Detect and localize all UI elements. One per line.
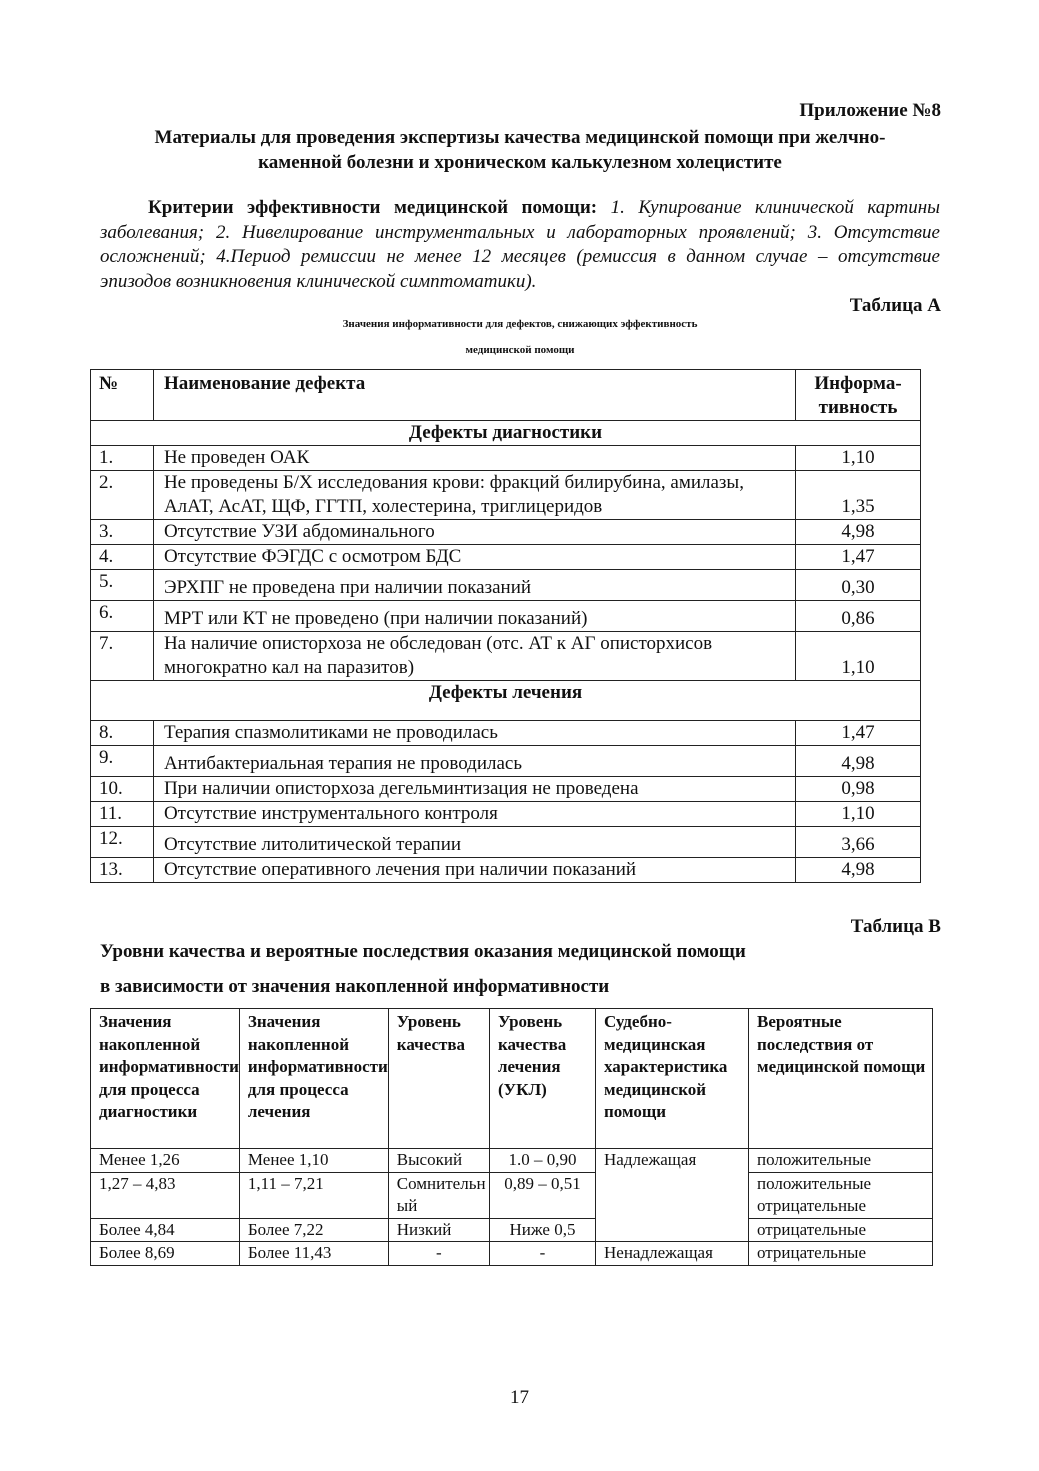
page-number: 17 [510, 1387, 529, 1408]
row-defect: Отсутствие ФЭГДС с осмотром БДС [153, 545, 795, 570]
row-defect: Не проведен ОАК [153, 446, 795, 471]
header-no: № [91, 370, 154, 421]
cell-consequences: отрицательные [749, 1218, 933, 1242]
table-row [91, 1149, 933, 1173]
title-line-2: каменной болезни и хроническом калькулезном холецистите [258, 152, 782, 173]
cell-quality: - [388, 1242, 489, 1266]
header-forensic: Судебно-медицинская характеристика медицинской помощи [596, 1009, 749, 1149]
row-no: 6. [91, 601, 154, 632]
cell-diagnostics: Более 8,69 [91, 1242, 240, 1266]
header-defect-name: Наименование дефекта [153, 370, 795, 421]
cell-treatment: Менее 1,10 [239, 1149, 388, 1173]
row-no: 8. [91, 721, 154, 746]
defects-table [90, 369, 921, 883]
row-defect: Не проведены Б/Х исследования крови: фракций билирубина, амилазы, АлАТ, АсАТ, ЩФ, ГГТП, холестерина, триглицеридов [153, 471, 795, 520]
row-defect: Антибактериальная терапия не проводилась [153, 746, 795, 777]
row-no: 3. [91, 520, 154, 545]
row-defect: Отсутствие оперативного лечения при наличии показаний [153, 858, 795, 883]
table-row [91, 520, 921, 545]
document-title [100, 125, 940, 175]
row-no: 7. [91, 632, 154, 681]
table-row [91, 802, 921, 827]
criteria-paragraph [100, 196, 940, 294]
cell-diagnostics: Менее 1,26 [91, 1149, 240, 1173]
criteria-label: Критерии эффективности медицинской помощи: [148, 197, 598, 218]
row-defect: Отсутствие УЗИ абдоминального [153, 520, 795, 545]
criteria-text: 1. Купирование клинической картины заболевания; 2. Нивелирование инструментальных и лабораторных проявлений; 3. Отсутствие осложнений; 4.Период ремиссии не менее 12 месяцев (ремиссия в данном случае – отсутствие эпизодов возникновения клинической симптоматики). [100, 197, 940, 292]
row-value: 1,35 [796, 471, 921, 520]
cell-ukl: 1.0 – 0,90 [489, 1149, 595, 1173]
row-no: 4. [91, 545, 154, 570]
row-value: 0,98 [796, 777, 921, 802]
table-row [91, 858, 921, 883]
table-row [91, 601, 921, 632]
cell-treatment: 1,11 – 7,21 [239, 1172, 388, 1218]
cell-consequences: положительные [749, 1149, 933, 1173]
row-defect: МРТ или КТ не проведено (при наличии показаний) [153, 601, 795, 632]
row-no: 9. [91, 746, 154, 777]
row-value: 3,66 [796, 827, 921, 858]
quality-levels-table [90, 1008, 933, 1266]
row-no: 12. [91, 827, 154, 858]
cell-forensic: Надлежащая [596, 1149, 749, 1242]
table-row [91, 827, 921, 858]
row-defect: Терапия спазмолитиками не проводилась [153, 721, 795, 746]
table-header-row [91, 1009, 933, 1149]
row-no: 13. [91, 858, 154, 883]
cell-quality: Сомнительный [388, 1172, 489, 1218]
cell-quality: Низкий [388, 1218, 489, 1242]
row-defect: Отсутствие литолитической терапии [153, 827, 795, 858]
row-value: 1,47 [796, 545, 921, 570]
row-value: 1,10 [796, 802, 921, 827]
header-quality-level: Уровень качества [388, 1009, 489, 1149]
table-b-caption-line-2: в зависимости от значения накопленной информативности [100, 976, 610, 997]
row-value: 1,10 [796, 446, 921, 471]
table-row [91, 777, 921, 802]
table-row [91, 1218, 933, 1242]
row-value: 1,47 [796, 721, 921, 746]
row-defect: Отсутствие инструментального контроля [153, 802, 795, 827]
table-b-caption-line-1: Уровни качества и вероятные последствия оказания медицинской помощи [100, 941, 746, 962]
row-value: 0,30 [796, 570, 921, 601]
cell-consequences: положительные отрицательные [749, 1172, 933, 1218]
table-b-label: Таблица В [850, 916, 941, 937]
header-informativeness: Информа-тивность [796, 370, 921, 421]
cell-diagnostics: Более 4,84 [91, 1218, 240, 1242]
cell-ukl: - [489, 1242, 595, 1266]
header-ukl: Уровень качества лечения (УКЛ) [489, 1009, 595, 1149]
cell-treatment: Более 7,22 [239, 1218, 388, 1242]
row-defect: На наличие описторхоза не обследован (отс. АТ к АГ описторхисов многократно кал на паразитов) [153, 632, 795, 681]
row-defect: ЭРХПГ не проведена при наличии показаний [153, 570, 795, 601]
table-a-caption-line-1: Значения информативности для дефектов, снижающих эффективность [342, 318, 698, 330]
row-defect: При наличии описторхоза дегельминтизация не проведена [153, 777, 795, 802]
section-row-diagnostics [91, 421, 921, 446]
table-row [91, 545, 921, 570]
table-row [91, 1172, 933, 1218]
section-diagnostics: Дефекты диагностики [91, 421, 921, 446]
header-consequences: Вероятные последствия от медицинской помощи [749, 1009, 933, 1149]
row-no: 5. [91, 570, 154, 601]
table-row [91, 632, 921, 681]
table-row [91, 721, 921, 746]
table-row [91, 1242, 933, 1266]
row-value: 4,98 [796, 858, 921, 883]
row-no: 10. [91, 777, 154, 802]
title-line-1: Материалы для проведения экспертизы качества медицинской помощи при желчно- [154, 127, 886, 148]
table-row [91, 746, 921, 777]
section-row-treatment [91, 681, 921, 721]
table-header-row [91, 370, 921, 421]
cell-ukl: Ниже 0,5 [489, 1218, 595, 1242]
row-value: 4,98 [796, 746, 921, 777]
row-value: 1,10 [796, 632, 921, 681]
cell-quality: Высокий [388, 1149, 489, 1173]
row-no: 2. [91, 471, 154, 520]
cell-consequences: отрицательные [749, 1242, 933, 1266]
row-no: 1. [91, 446, 154, 471]
row-no: 11. [91, 802, 154, 827]
cell-ukl: 0,89 – 0,51 [489, 1172, 595, 1218]
cell-treatment: Более 11,43 [239, 1242, 388, 1266]
header-diagnostics-value: Значения накопленной информативности для процесса диагностики [91, 1009, 240, 1149]
appendix-label: Приложение №8 [799, 100, 941, 121]
table-row [91, 471, 921, 520]
row-value: 0,86 [796, 601, 921, 632]
cell-forensic: Ненадлежащая [596, 1242, 749, 1266]
table-a-label: Таблица А [849, 295, 941, 316]
section-treatment: Дефекты лечения [91, 681, 921, 721]
table-row [91, 570, 921, 601]
header-treatment-value: Значения накопленной информативности для процесса лечения [239, 1009, 388, 1149]
cell-diagnostics: 1,27 – 4,83 [91, 1172, 240, 1218]
table-row [91, 446, 921, 471]
table-a-caption-line-2: медицинской помощи [465, 344, 575, 356]
row-value: 4,98 [796, 520, 921, 545]
